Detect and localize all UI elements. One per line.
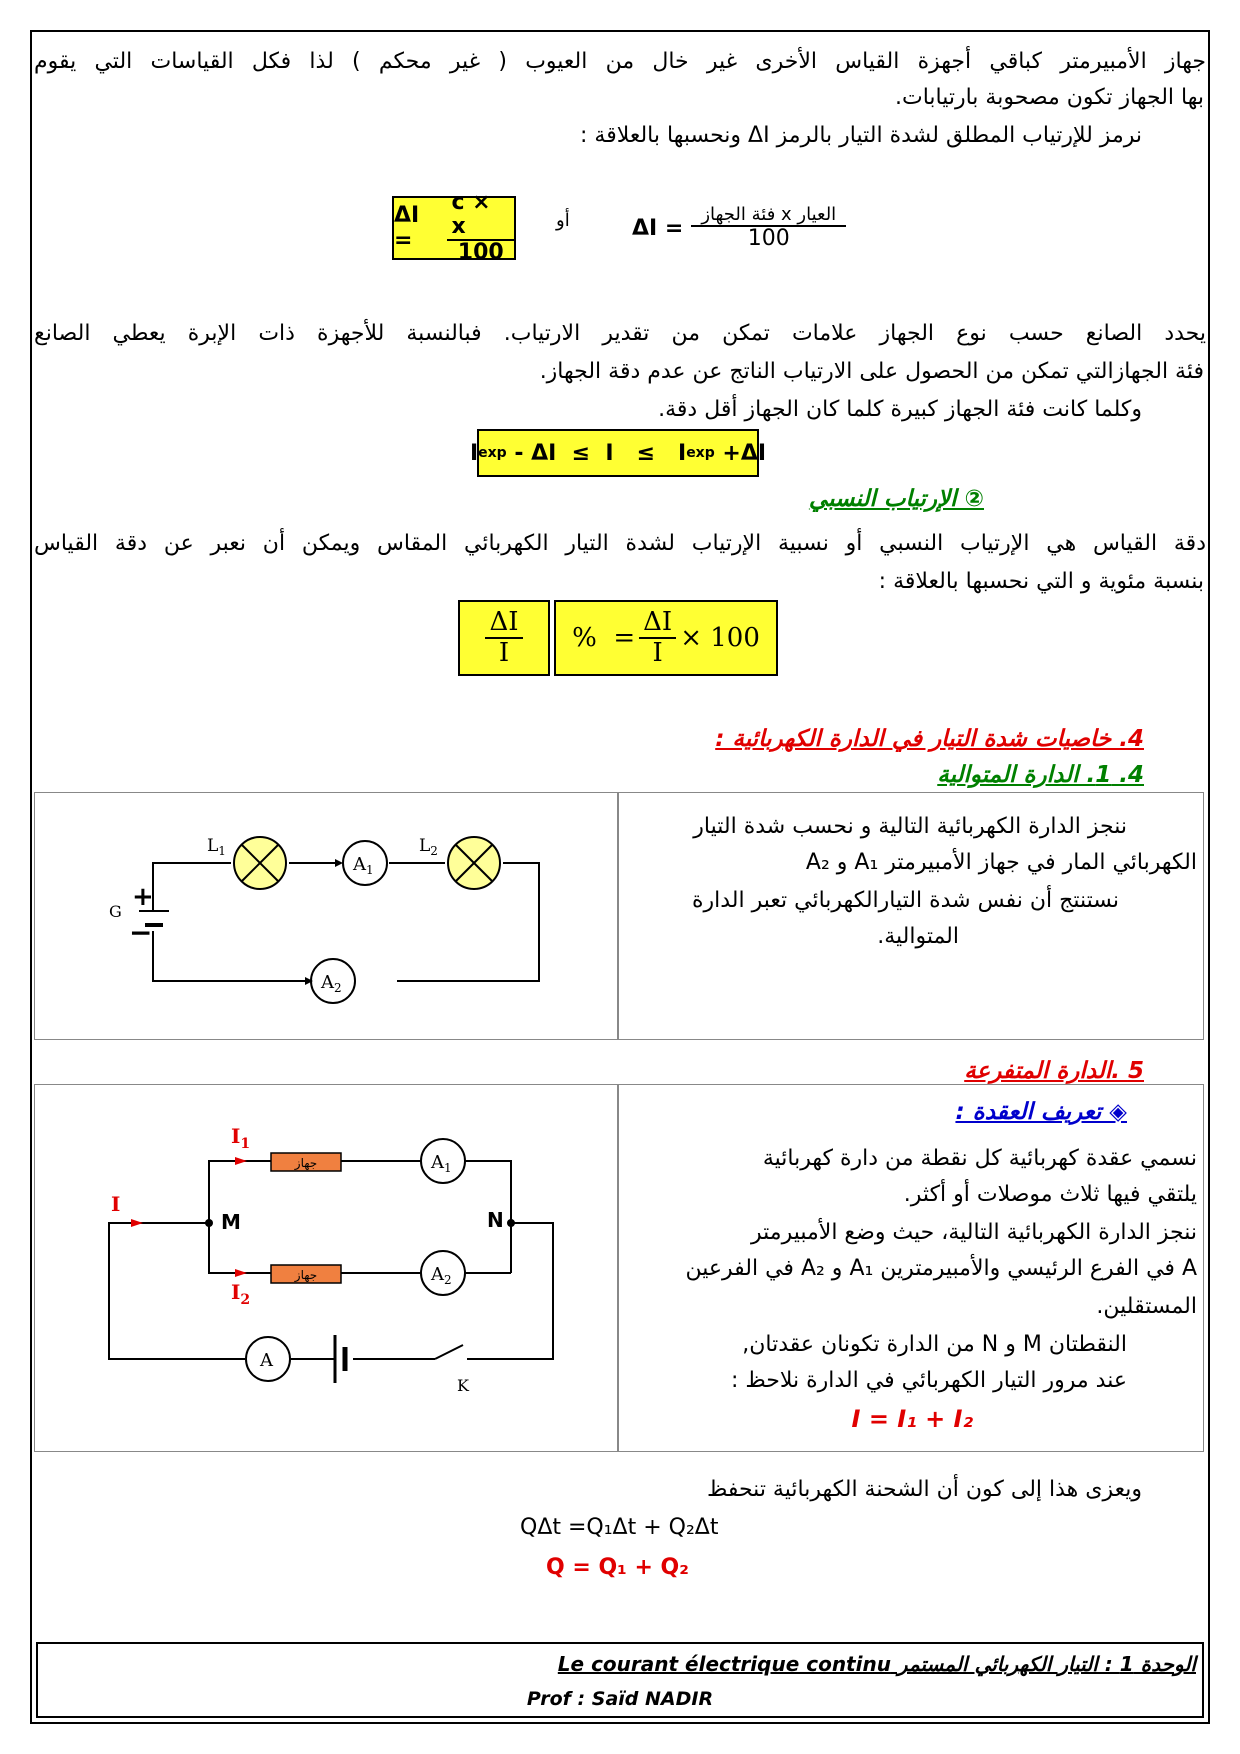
relative-uncertainty-box-left	[458, 600, 550, 676]
parallel-text-2: يلتقي فيها ثلاث موصلات أو أكثر.	[903, 1182, 1197, 1207]
formula2-right-lhs: % =	[572, 623, 636, 653]
device-2-label: جهاز	[294, 1268, 318, 1282]
lamp-l1-label: $L_1$	[207, 836, 226, 858]
series-text-4: المتوالية.	[877, 924, 959, 949]
conclusion-line1: ويعزى هذا إلى كون أن الشحنة الكهربائية تنحفظ	[706, 1477, 1142, 1502]
paragraph1-line1: جهاز الأمبيرمتر كباقي أجهزة القياس الأخرى غير خال من العيوب ( غير محكم ) لذا فكل القياسات التي يقوم	[34, 49, 1206, 74]
formula2-left-denominator: I	[498, 638, 510, 668]
paragraph1-line2: بها الجهاز تكون مصحوبة بارتيابات.	[894, 85, 1204, 110]
parallel-text-5: المستقلين.	[1096, 1294, 1197, 1319]
formula1-left-numerator: c × x	[447, 191, 514, 241]
inequality-box	[469, 429, 767, 477]
series-circuit-cell	[34, 792, 618, 1040]
lamp-l2	[448, 837, 500, 889]
ammeter-a-label: A	[260, 1350, 273, 1371]
formula2-left-numerator: ΔI	[485, 608, 522, 639]
section-relative-line1: دقة القياس هي الإرتياب النسبي أو نسبية الإرتياب لشدة التيار الكهربائي المقاس ويمكن أن نعبر عن دقة القياس	[34, 531, 1206, 556]
parallel-text-cell	[618, 1084, 1204, 1452]
section5-title: 5 .الدارة المتفرعة	[964, 1058, 1144, 1084]
battery-minus: −	[129, 916, 153, 949]
paragraph2-line2: فئة الجهازالتي تمكن من الحصول على الارتياب الناتج عن عدم دقة الجهاز.	[539, 359, 1204, 384]
conclusion-line3: Q = Q₁ + Q₂	[546, 1555, 689, 1580]
parallel-text-1: نسمي عقدة كهربائية كل نقطة من دارة كهربائية	[762, 1146, 1197, 1171]
series-text-1: ننجز الدارة الكهربائية التالية و نحسب شدة التيار	[693, 814, 1127, 839]
formula2-right-denominator: I	[652, 638, 663, 668]
current-i1-label: $I_1$	[231, 1124, 251, 1152]
section-relative-line2: بنسبة مئوية و التي نحسبها بالعلاقة :	[878, 569, 1204, 594]
formula2-right-tail: × 100	[680, 623, 760, 653]
formula1-right-lhs: ΔI =	[632, 215, 684, 241]
inequality-sub-a: exp	[478, 445, 507, 461]
battery-plus: +	[132, 882, 154, 912]
conclusion-line2: QΔt =Q₁Δt + Q₂Δt	[520, 1515, 719, 1540]
formula2-right-numerator: ΔI	[639, 608, 676, 639]
formula1-right-denominator: 100	[747, 225, 790, 251]
parallel-law: I = I₁ + I₂	[851, 1405, 973, 1433]
node-m-label: M	[221, 1210, 241, 1234]
absolute-uncertainty-formula-box	[392, 189, 516, 266]
lamp-l1	[234, 837, 286, 889]
paragraph1-line3: نرمز للإرتياب المطلق لشدة التيار بالرمز ΔI ونحسبها بالعلاقة :	[580, 123, 1142, 148]
inequality-part-b: - ΔI ≤ I ≤ I	[506, 440, 687, 466]
series-text-2: الكهربائي المار في جهاز الأمبيرمتر A₁ و A₂	[805, 850, 1197, 875]
ammeter-a2-label: $A_2$	[321, 972, 342, 995]
series-text-cell	[618, 792, 1204, 1040]
current-i2-label: $I_2$	[231, 1280, 251, 1308]
section-relative-title: ② الإرتياب النسبي	[808, 486, 984, 512]
paragraph2-line3: وكلما كانت فئة الجهاز كبيرة كلما كان الجهاز أقل دقة.	[658, 397, 1142, 422]
inequality-part-c: +ΔI	[714, 440, 767, 466]
inequality-sub-b: exp	[686, 445, 715, 461]
parallel-text-3: ننجز الدارة الكهربائية التالية، حيث وضع الأمبيرمتر	[751, 1220, 1197, 1245]
device-1-label: جهاز	[294, 1156, 318, 1170]
ammeter-a1-label: $A_1$	[353, 854, 374, 877]
footer-author: Prof : Saïd NADIR	[526, 1688, 714, 1710]
absolute-uncertainty-formula-alt	[632, 196, 846, 260]
formula1-left-lhs: ΔI =	[394, 203, 420, 253]
formula1-right-numerator: العيار x فئة الجهاز	[691, 205, 846, 227]
switch-k-label: K	[457, 1376, 469, 1395]
ammeter-a1-label-parallel: $A_1$	[431, 1152, 452, 1175]
node-definition-title: ◈ تعريف العقدة :	[955, 1099, 1127, 1125]
formula1-or: أو	[556, 210, 570, 231]
node-n-label: N	[487, 1208, 504, 1232]
parallel-circuit-diagram	[35, 1085, 619, 1453]
parallel-text-7: عند مرور التيار الكهربائي في الدارة نلاحظ :	[730, 1368, 1127, 1393]
lamp-l2-label: $L_2$	[419, 836, 438, 858]
parallel-text-6: النقطتان M و N من الدارة تكونان عقدتان,	[742, 1332, 1127, 1357]
paragraph2-line1: يحدد الصانع حسب نوع الجهاز علامات تمكن من تقدير الارتياب. فبالنسبة للأجهزة ذات الإبرة يعطي الصانع	[34, 321, 1206, 346]
ammeter-a2-label-parallel: $A_2$	[431, 1264, 452, 1287]
section4-title: 4. خاصيات شدة التيار في الدارة الكهربائية :	[715, 726, 1144, 752]
footer-box	[36, 1642, 1204, 1718]
inequality-part-a: I	[469, 440, 479, 466]
series-circuit-diagram	[35, 793, 619, 1041]
parallel-circuit-cell	[34, 1084, 618, 1452]
section4-subtitle: 4. 1. الدارة المتوالية	[937, 762, 1144, 788]
parallel-text-4: A في الفرع الرئيسي والأمبيرمترين A₁ و A₂ في الفرعين	[685, 1256, 1197, 1281]
relative-uncertainty-box-right	[554, 600, 778, 676]
footer-title: الوحدة 1 : التيار الكهربائي المستمر Le courant électrique continu	[557, 1652, 1196, 1676]
series-text-3: نستنتج أن نفس شدة التيارالكهربائي تعبر الدارة	[692, 888, 1119, 913]
formula1-left-denominator: 100	[457, 240, 504, 266]
generator-label: G	[109, 902, 122, 921]
current-i-label: I	[111, 1192, 121, 1216]
